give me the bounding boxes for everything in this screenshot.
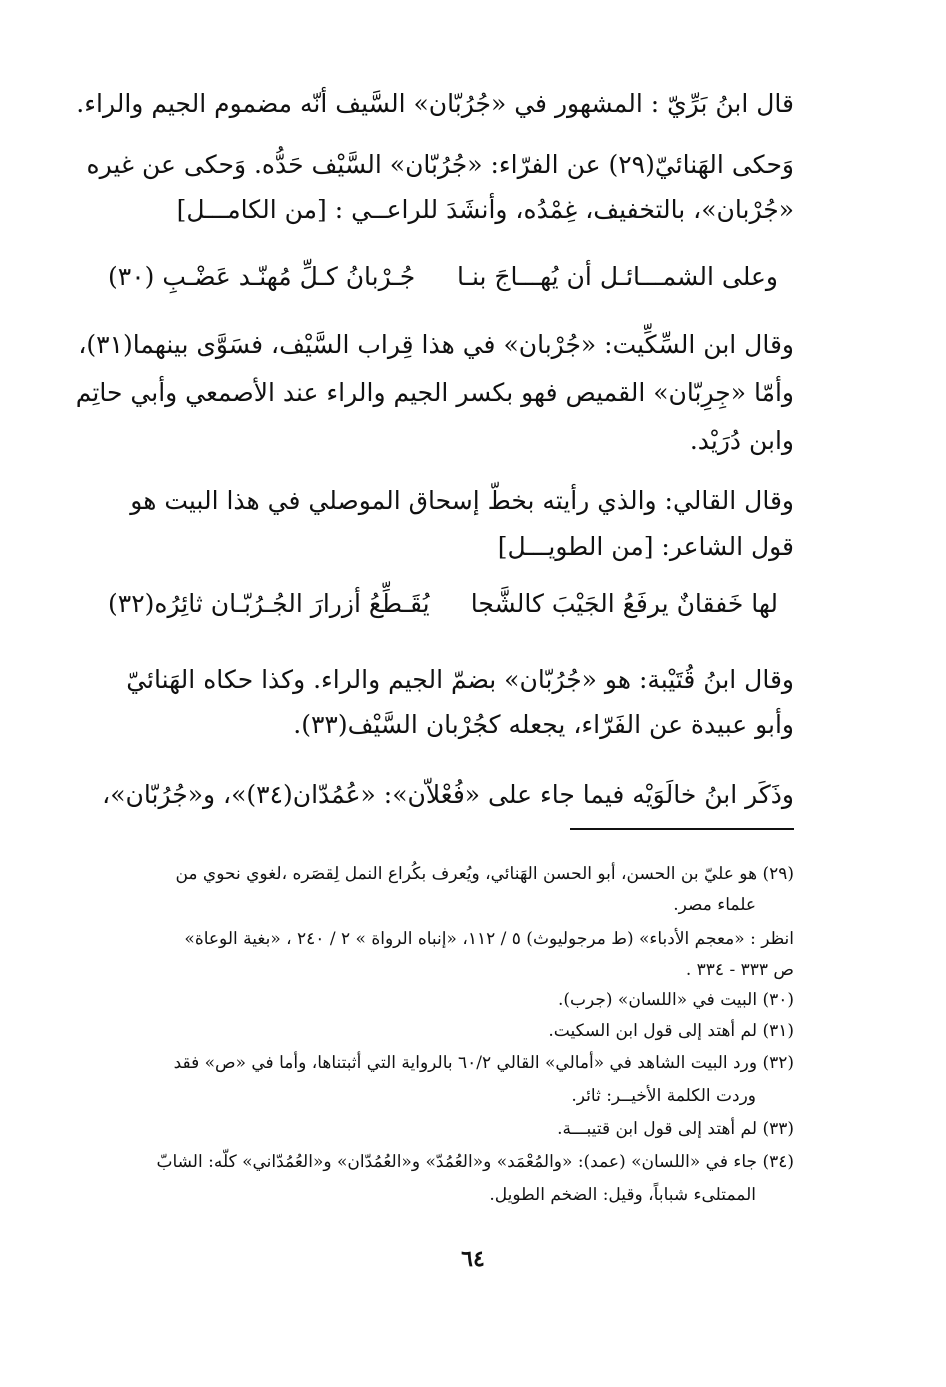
footnote-line: (٣٤) جاء في «اللسان» (عمد): «والمُعْمَد» و«العُمُدّ» و«العُمُدّان» و«العُمُدّاني» كلّه: الشابّ — [156, 1152, 794, 1172]
footnote-line: وردت الكلمة الأخيــر: ثائر. — [571, 1086, 756, 1106]
text-line: وذَكَر ابنُ خالَوَيْه فيما جاء على «فُعْلاّن»: «عُمُدّان(٣٤)»، و«جُرُبّان»، — [102, 780, 794, 809]
verse-hemistich: وعلى الشمـــائـل أن يُهـــاجَ بنـا — [457, 262, 778, 291]
text-line: وقال القالي: والذي رأيته بخطّ إسحاق الموصلي في هذا البيت هو — [130, 486, 794, 515]
footnote-line: (٣٣) لم أهتد إلى قول ابن قتيبـــة. — [557, 1119, 794, 1139]
footnote-line: (٣١) لم أهتد إلى قول ابن السكيت. — [548, 1021, 794, 1041]
text-line: وَحكى الهَنائيّ(٢٩) عن الفرّاء: «جُرُبّان» السَّيْف حَدُّه. وَحكى عن غيره — [86, 150, 794, 179]
text-line: وأمّا «جِرِبّان» القميص فهو بكسر الجيم والراء عند الأصمعي وأبي حاتِم — [75, 378, 794, 407]
text-line: قال ابنُ بَرِّيّ : المشهور في «جُرُبّان» السَّيف أنّه مضموم الجيم والراء. — [76, 89, 794, 118]
footnote-line: علماء مصر. — [673, 895, 756, 915]
text-line: قول الشاعر: [من الطويـــل] — [497, 532, 794, 561]
footnote-line: ص ٣٣٣ - ٣٣٤ . — [685, 960, 794, 980]
verse-hemistich: يُقَـطِّعُ أزرارَ الجُـرُبّـان ثائِرُه(٣٢) — [108, 589, 430, 618]
text-line: وقال ابنُ قُتَيْبة: هو «جُرُبّان» بضمّ الجيم والراء. وكذا حكاه الهَنائيّ — [126, 665, 794, 694]
footnote-line: (٢٩) هو عليّ بن الحسن، أبو الحسن الهَنائي، ويُعرف بكُراع النمل لِقصَره ،لغوي نحوي من — [175, 864, 794, 884]
text-line: وأبو عبيدة عن الفَرّاء، يجعله كجُرْبان السَّيْف(٣٣). — [293, 710, 794, 739]
footnote-line: الممتلىء شباباً، وقيل: الضخم الطويل. — [489, 1185, 756, 1205]
text-line: «جُرْبان»، بالتخفيف، غِمْدُه، وأنشَدَ للراعــي : [من الكامـــل] — [176, 195, 794, 224]
text-line: وقال ابن السِّكِّيت: «جُرْبان» في هذا قِراب السَّيْف، فسَوَّى بينهما(٣١)، — [78, 330, 794, 359]
verse-hemistich: جُـرْبانُ كـلِّ مُهنّـد عَضْـبِ (٣٠) — [108, 262, 416, 291]
footnote-line: انظر : «معجم الأدباء» (ط مرجوليوث) ٥ / ١١٢، «إنباه الرواة » ٢ / ٢٤٠ ، «بغية الوعاة» — [184, 929, 794, 949]
poetry-verse — [108, 260, 778, 294]
text-line: وابن دُرَيْد. — [689, 426, 794, 455]
page-number: ٦٤ — [461, 1246, 485, 1272]
footnote-line: (٣٠) البيت في «اللسان» (جرب). — [557, 990, 794, 1010]
poetry-verse — [108, 587, 778, 621]
verse-hemistich: لها خَفقانٌ يرفَعُ الجَيْبَ كالشَّجا — [470, 589, 778, 618]
footnote-divider — [570, 828, 794, 830]
footnote-line: (٣٢) ورد البيت الشاهد في «أمالي» القالي ٦٠/٢ بالرواية التي أثبتناها، وأما في «ص» فقد — [173, 1053, 794, 1073]
